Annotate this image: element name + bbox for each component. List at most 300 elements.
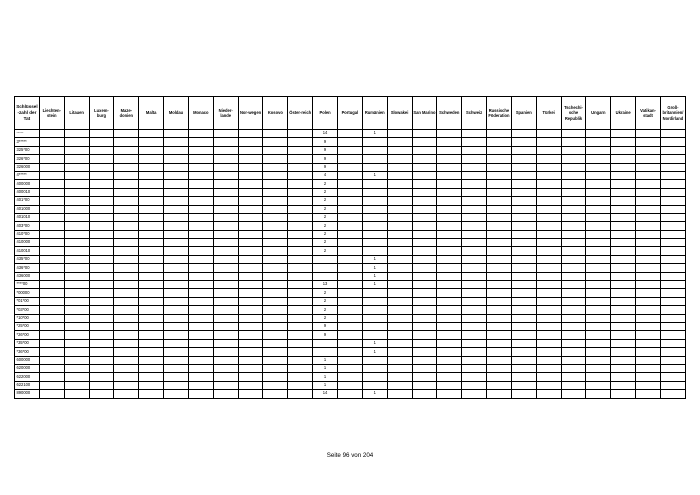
table-cell <box>561 373 586 381</box>
table-cell <box>611 314 636 322</box>
table-cell <box>536 339 561 347</box>
table-cell <box>288 381 313 389</box>
table-cell <box>213 373 238 381</box>
table-cell <box>437 163 462 171</box>
table-cell <box>39 171 64 179</box>
table-cell <box>412 155 437 163</box>
column-header-vatikanstadt: Vatikan-stadt <box>636 97 661 130</box>
table-cell <box>487 339 512 347</box>
table-cell <box>511 138 536 146</box>
column-header-litauen: Litauen <box>64 97 89 130</box>
table-cell: 1 <box>362 339 387 347</box>
table-cell <box>536 264 561 272</box>
table-cell <box>64 306 89 314</box>
table-cell <box>263 364 288 372</box>
table-cell <box>561 264 586 272</box>
row-key-cell: *35*00 <box>15 339 40 347</box>
table-cell <box>288 230 313 238</box>
table-cell <box>188 239 213 247</box>
table-cell <box>39 331 64 339</box>
table-cell <box>561 331 586 339</box>
table-cell <box>536 222 561 230</box>
table-cell <box>64 130 89 138</box>
table-cell <box>188 322 213 330</box>
table-cell <box>487 239 512 247</box>
table-cell <box>511 213 536 221</box>
table-cell <box>114 264 139 272</box>
table-cell <box>114 247 139 255</box>
table-row <box>15 239 686 247</box>
table-cell <box>288 222 313 230</box>
table-cell <box>188 138 213 146</box>
table-cell <box>188 230 213 238</box>
table-row <box>15 138 686 146</box>
table-cell <box>139 390 164 398</box>
table-cell <box>213 146 238 154</box>
table-cell <box>337 281 362 289</box>
table-cell <box>362 356 387 364</box>
table-cell <box>561 390 586 398</box>
table-cell <box>213 314 238 322</box>
table-cell <box>387 306 412 314</box>
table-cell <box>238 130 263 138</box>
table-cell <box>213 188 238 196</box>
table-row <box>15 390 686 398</box>
table-cell <box>114 155 139 163</box>
table-cell <box>362 314 387 322</box>
table-cell <box>263 373 288 381</box>
table-cell <box>387 297 412 305</box>
table-cell <box>39 348 64 356</box>
table-cell <box>64 188 89 196</box>
table-cell <box>660 130 685 138</box>
table-cell <box>511 130 536 138</box>
table-row <box>15 188 686 196</box>
table-cell <box>164 364 189 372</box>
table-cell <box>660 205 685 213</box>
table-cell <box>39 297 64 305</box>
table-cell <box>487 289 512 297</box>
row-key-cell: 436*00 <box>15 264 40 272</box>
table-cell <box>39 239 64 247</box>
table-cell <box>462 381 487 389</box>
table-cell <box>437 289 462 297</box>
table-cell <box>660 264 685 272</box>
table-cell <box>660 297 685 305</box>
table-cell <box>586 222 611 230</box>
table-cell <box>636 146 661 154</box>
table-cell <box>288 247 313 255</box>
row-key-cell: 622000 <box>15 373 40 381</box>
table-cell <box>188 306 213 314</box>
column-header-kosovo: Kosovo <box>263 97 288 130</box>
table-cell <box>362 222 387 230</box>
table-cell <box>337 373 362 381</box>
statistics-table-container <box>14 96 686 399</box>
table-cell <box>39 146 64 154</box>
table-cell <box>586 155 611 163</box>
table-cell: 2 <box>313 205 338 213</box>
table-cell <box>238 146 263 154</box>
table-cell <box>188 297 213 305</box>
table-cell <box>64 155 89 163</box>
table-cell <box>188 171 213 179</box>
table-cell <box>362 205 387 213</box>
table-cell <box>462 197 487 205</box>
table-cell: 2 <box>313 289 338 297</box>
table-cell <box>362 331 387 339</box>
table-cell <box>39 339 64 347</box>
table-cell <box>139 146 164 154</box>
column-header-san-marino: San Marino <box>412 97 437 130</box>
table-cell <box>188 180 213 188</box>
table-cell <box>188 130 213 138</box>
table-cell <box>213 155 238 163</box>
table-cell <box>64 314 89 322</box>
table-cell <box>139 331 164 339</box>
table-cell <box>611 180 636 188</box>
table-cell <box>660 348 685 356</box>
table-cell: 1 <box>362 272 387 280</box>
table-cell <box>39 213 64 221</box>
table-cell <box>536 188 561 196</box>
table-cell <box>213 205 238 213</box>
table-cell <box>437 239 462 247</box>
table-cell <box>412 297 437 305</box>
table-cell <box>89 364 114 372</box>
table-cell <box>89 348 114 356</box>
table-cell <box>487 188 512 196</box>
table-cell <box>188 348 213 356</box>
table-cell <box>536 331 561 339</box>
table-cell <box>511 314 536 322</box>
row-key-cell: 401000 <box>15 205 40 213</box>
table-cell <box>89 356 114 364</box>
table-cell <box>89 180 114 188</box>
table-cell <box>213 289 238 297</box>
column-header-norwegen: Nor-wegen <box>238 97 263 130</box>
table-cell <box>487 281 512 289</box>
table-cell <box>64 364 89 372</box>
table-cell <box>611 348 636 356</box>
table-cell <box>362 239 387 247</box>
table-cell: 4 <box>313 171 338 179</box>
table-cell <box>139 180 164 188</box>
table-cell <box>412 364 437 372</box>
table-cell <box>611 171 636 179</box>
table-cell <box>660 180 685 188</box>
table-cell <box>139 130 164 138</box>
table-cell <box>437 331 462 339</box>
table-cell <box>164 289 189 297</box>
table-cell <box>39 356 64 364</box>
table-cell <box>213 339 238 347</box>
table-cell <box>511 188 536 196</box>
row-key-cell: 410000 <box>15 239 40 247</box>
column-header-liechtenstein: Liechten-stein <box>39 97 64 130</box>
row-key-cell: 620000 <box>15 364 40 372</box>
table-cell <box>536 197 561 205</box>
table-cell <box>213 281 238 289</box>
table-cell <box>114 188 139 196</box>
table-cell <box>536 247 561 255</box>
table-cell <box>213 197 238 205</box>
table-cell <box>139 348 164 356</box>
table-header <box>15 97 686 130</box>
table-cell <box>39 314 64 322</box>
table-cell <box>462 289 487 297</box>
table-cell <box>139 163 164 171</box>
table-cell <box>139 155 164 163</box>
table-cell <box>437 130 462 138</box>
table-row <box>15 356 686 364</box>
table-cell: 2 <box>313 239 338 247</box>
table-cell <box>188 255 213 263</box>
table-cell <box>586 197 611 205</box>
table-row <box>15 130 686 138</box>
table-cell <box>437 272 462 280</box>
table-cell <box>64 281 89 289</box>
table-cell: 1 <box>362 390 387 398</box>
table-cell <box>313 348 338 356</box>
table-cell <box>462 281 487 289</box>
table-cell <box>188 373 213 381</box>
table-cell <box>362 364 387 372</box>
table-cell <box>561 356 586 364</box>
table-cell <box>39 163 64 171</box>
row-key-cell: 890000 <box>15 390 40 398</box>
table-cell <box>611 163 636 171</box>
table-cell <box>337 213 362 221</box>
row-key-cell: 600000 <box>15 356 40 364</box>
table-cell <box>139 255 164 263</box>
table-row <box>15 146 686 154</box>
table-cell <box>660 373 685 381</box>
table-cell <box>213 348 238 356</box>
table-cell <box>636 289 661 297</box>
table-cell: 1 <box>362 130 387 138</box>
table-cell <box>114 130 139 138</box>
table-cell <box>611 213 636 221</box>
table-cell <box>487 230 512 238</box>
table-cell <box>188 390 213 398</box>
table-cell <box>611 146 636 154</box>
table-cell <box>139 264 164 272</box>
table-cell <box>636 281 661 289</box>
table-cell <box>89 222 114 230</box>
table-cell <box>412 239 437 247</box>
table-cell: 2 <box>313 222 338 230</box>
table-cell <box>536 272 561 280</box>
table-cell <box>462 339 487 347</box>
table-cell <box>487 356 512 364</box>
table-cell <box>536 255 561 263</box>
table-cell <box>487 348 512 356</box>
table-cell <box>114 322 139 330</box>
table-cell <box>263 130 288 138</box>
table-cell <box>561 348 586 356</box>
table-cell <box>263 239 288 247</box>
table-cell <box>89 255 114 263</box>
table-cell <box>114 255 139 263</box>
table-cell <box>660 381 685 389</box>
row-key-cell: 622100 <box>15 381 40 389</box>
table-row <box>15 314 686 322</box>
table-cell <box>437 314 462 322</box>
row-key-cell: *10*00 <box>15 314 40 322</box>
table-cell <box>263 348 288 356</box>
table-cell <box>263 163 288 171</box>
table-cell <box>64 373 89 381</box>
table-cell <box>39 264 64 272</box>
table-cell <box>213 247 238 255</box>
table-cell <box>611 381 636 389</box>
table-cell <box>611 130 636 138</box>
table-cell <box>412 373 437 381</box>
table-cell <box>362 213 387 221</box>
table-cell <box>536 138 561 146</box>
table-cell <box>561 130 586 138</box>
table-cell <box>636 364 661 372</box>
table-cell <box>263 180 288 188</box>
table-cell <box>437 297 462 305</box>
table-cell <box>238 230 263 238</box>
column-header-tuerkei: Türkei <box>536 97 561 130</box>
table-cell <box>64 255 89 263</box>
table-cell <box>213 130 238 138</box>
table-cell: 2 <box>313 213 338 221</box>
table-cell <box>337 230 362 238</box>
table-cell <box>39 255 64 263</box>
table-cell <box>437 205 462 213</box>
table-cell <box>238 138 263 146</box>
table-row <box>15 381 686 389</box>
table-cell <box>164 138 189 146</box>
table-cell <box>337 390 362 398</box>
table-cell <box>213 272 238 280</box>
table-cell <box>139 297 164 305</box>
table-row <box>15 163 686 171</box>
table-cell <box>164 331 189 339</box>
table-cell <box>586 281 611 289</box>
table-cell <box>387 205 412 213</box>
table-cell <box>89 197 114 205</box>
table-cell <box>64 239 89 247</box>
table-cell: 9 <box>313 163 338 171</box>
table-cell <box>387 314 412 322</box>
column-header-moldau: Moldau <box>164 97 189 130</box>
table-cell <box>636 381 661 389</box>
table-cell <box>337 381 362 389</box>
table-cell <box>660 390 685 398</box>
table-cell <box>362 297 387 305</box>
table-cell <box>536 297 561 305</box>
table-cell <box>139 381 164 389</box>
table-cell <box>238 171 263 179</box>
table-cell <box>511 364 536 372</box>
table-cell <box>437 180 462 188</box>
table-cell <box>114 289 139 297</box>
table-cell: 2 <box>313 306 338 314</box>
column-header-schweiz: Schweiz <box>462 97 487 130</box>
table-cell <box>412 130 437 138</box>
table-cell <box>586 331 611 339</box>
table-cell <box>536 130 561 138</box>
table-cell <box>263 339 288 347</box>
table-cell <box>39 247 64 255</box>
table-cell <box>561 322 586 330</box>
table-cell <box>263 155 288 163</box>
table-cell <box>636 331 661 339</box>
row-key-cell: *26*00 <box>15 331 40 339</box>
table-cell <box>64 289 89 297</box>
table-cell <box>561 213 586 221</box>
table-cell <box>362 373 387 381</box>
table-cell <box>188 213 213 221</box>
table-cell <box>188 314 213 322</box>
table-cell <box>611 272 636 280</box>
table-cell <box>114 314 139 322</box>
table-cell <box>462 155 487 163</box>
table-row <box>15 331 686 339</box>
table-cell <box>114 171 139 179</box>
table-cell <box>487 171 512 179</box>
table-cell <box>337 339 362 347</box>
table-cell <box>164 281 189 289</box>
table-cell <box>39 188 64 196</box>
table-cell <box>437 171 462 179</box>
table-cell <box>636 130 661 138</box>
table-cell <box>536 281 561 289</box>
table-cell <box>337 264 362 272</box>
table-cell <box>561 364 586 372</box>
table-cell <box>487 331 512 339</box>
table-row <box>15 364 686 372</box>
table-cell <box>288 373 313 381</box>
table-cell <box>586 314 611 322</box>
table-cell <box>139 213 164 221</box>
table-cell: 9 <box>313 322 338 330</box>
table-cell <box>487 390 512 398</box>
table-cell <box>536 171 561 179</box>
table-cell <box>511 272 536 280</box>
table-cell <box>39 180 64 188</box>
table-cell <box>313 339 338 347</box>
row-key-cell: 4***** <box>15 171 40 179</box>
table-cell <box>188 272 213 280</box>
table-cell <box>412 197 437 205</box>
table-cell <box>288 390 313 398</box>
table-cell <box>164 348 189 356</box>
column-header-tschechische-republik: Tschechi-sche Republik <box>561 97 586 130</box>
table-cell <box>114 306 139 314</box>
table-cell <box>39 197 64 205</box>
table-cell: 2 <box>313 230 338 238</box>
table-cell <box>263 390 288 398</box>
table-cell <box>437 306 462 314</box>
table-cell <box>561 339 586 347</box>
table-cell <box>586 364 611 372</box>
table-cell <box>139 364 164 372</box>
table-cell <box>660 146 685 154</box>
table-cell <box>611 197 636 205</box>
table-cell <box>114 364 139 372</box>
table-cell <box>139 281 164 289</box>
table-row <box>15 247 686 255</box>
table-cell <box>39 289 64 297</box>
table-cell <box>114 239 139 247</box>
table-cell <box>39 322 64 330</box>
